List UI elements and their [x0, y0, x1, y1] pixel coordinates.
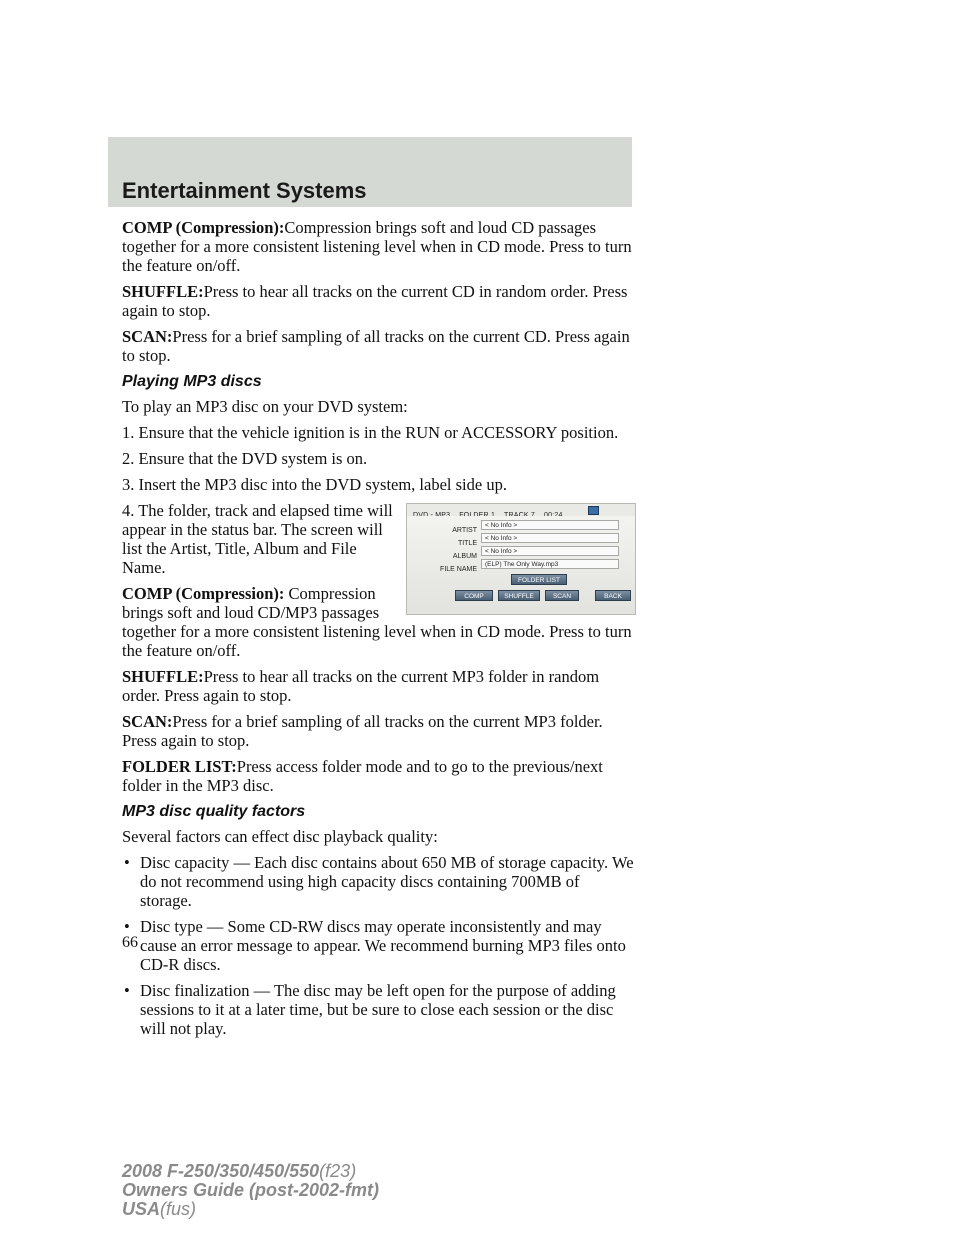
bullet-type: • Disc type — Some CD-RW discs may operate inconsistently and may cause an error message to appear. We recommend burning MP3 files onto CD-R discs. — [124, 917, 626, 974]
step-3: 3. Insert the MP3 disc into the DVD system, label side up. — [122, 475, 507, 494]
scan-button[interactable]: SCAN — [545, 590, 579, 601]
heading-quality: MP3 disc quality factors — [122, 803, 306, 820]
bullet-finalization: • Disc finalization — The disc may be left open for the purpose of adding sessions to it at a later time, but be sure to close each session or the disc will not play. — [124, 981, 616, 1038]
mp3-folder-list: FOLDER LIST:Press access folder mode and to go to the previous/next folder in the MP3 disc. — [122, 757, 603, 795]
page-number: 66 — [122, 934, 138, 951]
mp3-shuffle: SHUFFLE:Press to hear all tracks on the current MP3 folder in random order. Press again to stop. — [122, 667, 600, 705]
info-panel — [407, 516, 635, 614]
footer-line-1: 2008 F-250/350/450/550(f23) — [122, 1161, 357, 1181]
bullet-dot: • — [124, 917, 130, 936]
footer-line-3: USA(fus) — [122, 1199, 197, 1219]
section-title: Entertainment Systems — [122, 178, 367, 203]
footer-line-2: Owners Guide (post-2002-fmt) — [122, 1180, 380, 1200]
bullet-capacity: • Disc capacity — Each disc contains about 650 MB of storage capacity. We do not recommend using high capacity discs containing 700MB of storage. — [124, 853, 634, 910]
paragraph-shuffle: SHUFFLE:Press to hear all tracks on the current CD in random order. Press again to stop. — [122, 282, 628, 320]
step-1: 1. Ensure that the vehicle ignition is in the RUN or ACCESSORY position. — [122, 423, 619, 442]
step-2: 2. Ensure that the DVD system is on. — [122, 449, 368, 468]
quality-lead: Several factors can effect disc playback quality: — [122, 827, 438, 846]
mp3-comp: COMP (Compression): Compression brings soft and loud CD/MP3 passages together for a more consistent listening level when in CD mode. Press to turn the feature on/off. — [122, 584, 632, 660]
comp-button[interactable]: COMP — [455, 590, 493, 601]
album-row: ALBUM < No Info > — [407, 546, 635, 557]
file-name-row: FILE NAME (ELP) The Only Way.mp3 — [407, 559, 635, 570]
page-content — [122, 218, 634, 1045]
dvd-screen — [406, 503, 636, 615]
dvd-screen-figure — [406, 503, 642, 615]
bullet-dot: • — [124, 853, 130, 872]
heading-playing-mp3: Playing MP3 discs — [122, 373, 262, 390]
back-button[interactable]: BACK — [595, 590, 631, 601]
disc-icon — [588, 506, 599, 515]
footer — [122, 1162, 379, 1219]
mp3-scan: SCAN:Press for a brief sampling of all tracks on the current MP3 folder. Press again to stop. — [122, 712, 603, 750]
folder-list-button[interactable]: FOLDER LIST — [511, 574, 567, 585]
title-row: TITLE < No Info > — [407, 533, 635, 544]
paragraph-comp: COMP (Compression):Compression brings soft and loud CD passages together for a more consistent listening level when in CD mode. Press to turn the feature on/off. — [122, 218, 632, 275]
step-4: 4. The folder, track and elapsed time will appear in the status bar. The screen will list the Artist, Title, Album and File Name. — [122, 501, 393, 577]
paragraph-scan: SCAN:Press for a brief sampling of all tracks on the current CD. Press again to stop. — [122, 327, 630, 365]
bullet-dot: • — [124, 981, 130, 1000]
mp3-lead: To play an MP3 disc on your DVD system: — [122, 397, 408, 416]
artist-row: ARTIST < No Info > — [407, 520, 635, 531]
shuffle-button[interactable]: SHUFFLE — [498, 590, 540, 601]
